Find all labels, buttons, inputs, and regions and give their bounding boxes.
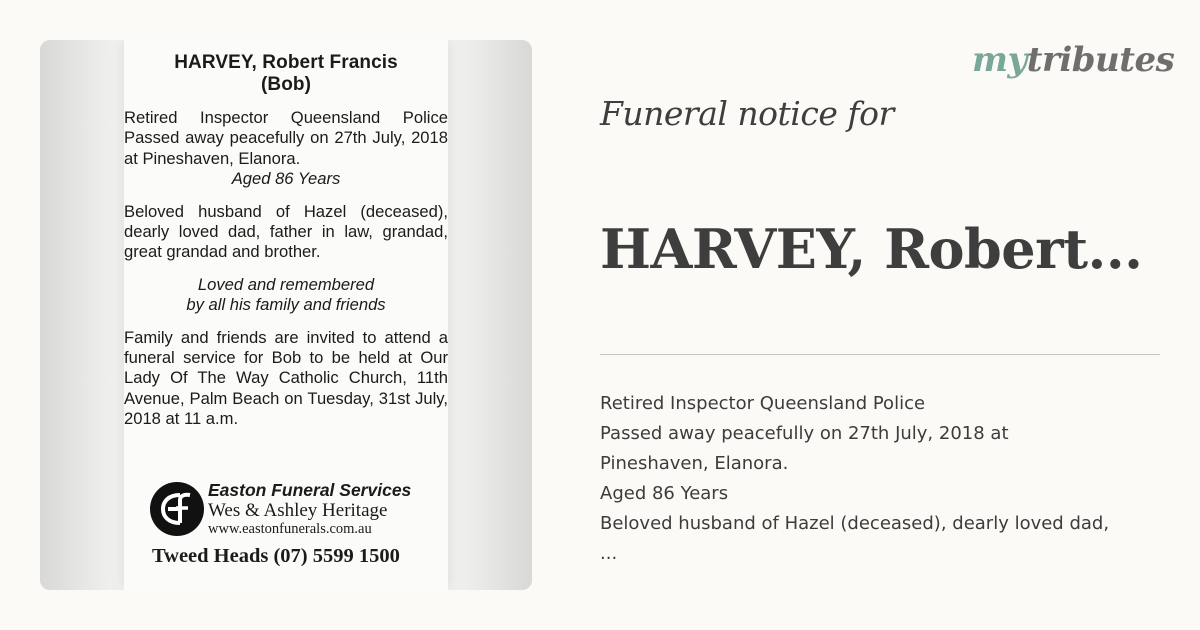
notice-paragraph: Family and friends are invited to attend a funeral service for Bob to be held at Our Lady Of The Way Catholic Church, 11th Avenue, Palm Beach on Tuesday, 31st July, 2018 at 11 a.m.	[124, 327, 448, 429]
funeral-home-subtitle: Wes & Ashley Heritage	[208, 500, 388, 521]
notice-paragraph: Retired Inspector Queensland Police Passed away peacefully on 27th July, 2018 at Pineshaven, Elanora.	[124, 108, 448, 168]
notice-title: HARVEY, Robert Francis	[174, 52, 398, 73]
excerpt-line: Retired Inspector Queensland Police	[600, 393, 926, 414]
page-subtitle: Funeral notice for	[600, 94, 894, 133]
funeral-home-website: www.eastonfunerals.com.au	[208, 521, 372, 537]
notice-age: Aged 86 Years	[231, 169, 341, 189]
brand-part-my: my	[972, 40, 1027, 80]
excerpt-line: Passed away peacefully on 27th July, 2018 at	[600, 423, 1009, 444]
newspaper-notice	[124, 40, 448, 590]
excerpt-line: Beloved husband of Hazel (deceased), dearly loved dad,	[600, 513, 1110, 534]
excerpt-line: Pineshaven, Elanora.	[600, 453, 789, 474]
funeral-home-emblem-icon	[150, 482, 204, 536]
notice-paragraph: Beloved husband of Hazel (deceased), dearly loved dad, father in law, grandad, great grandad and brother.	[124, 201, 448, 262]
funeral-home-logo	[150, 480, 450, 546]
brand-part-tributes: tributes	[1026, 40, 1175, 80]
mytributes-logo[interactable]	[972, 38, 1175, 82]
notice-nickname: (Bob)	[260, 74, 312, 95]
excerpt-line: ...	[600, 543, 618, 564]
notice-excerpt	[600, 389, 1160, 569]
notice-remembrance: Loved and remembered	[197, 274, 375, 294]
page-title: HARVEY, Robert...	[600, 217, 1143, 281]
funeral-home-name: Easton Funeral Services	[208, 480, 412, 500]
funeral-home-phone: Tweed Heads (07) 5599 1500	[152, 545, 400, 567]
notice-image	[40, 40, 532, 590]
excerpt-line: Aged 86 Years	[600, 483, 729, 504]
divider	[600, 354, 1160, 355]
notice-remembrance: by all his family and friends	[186, 295, 386, 315]
